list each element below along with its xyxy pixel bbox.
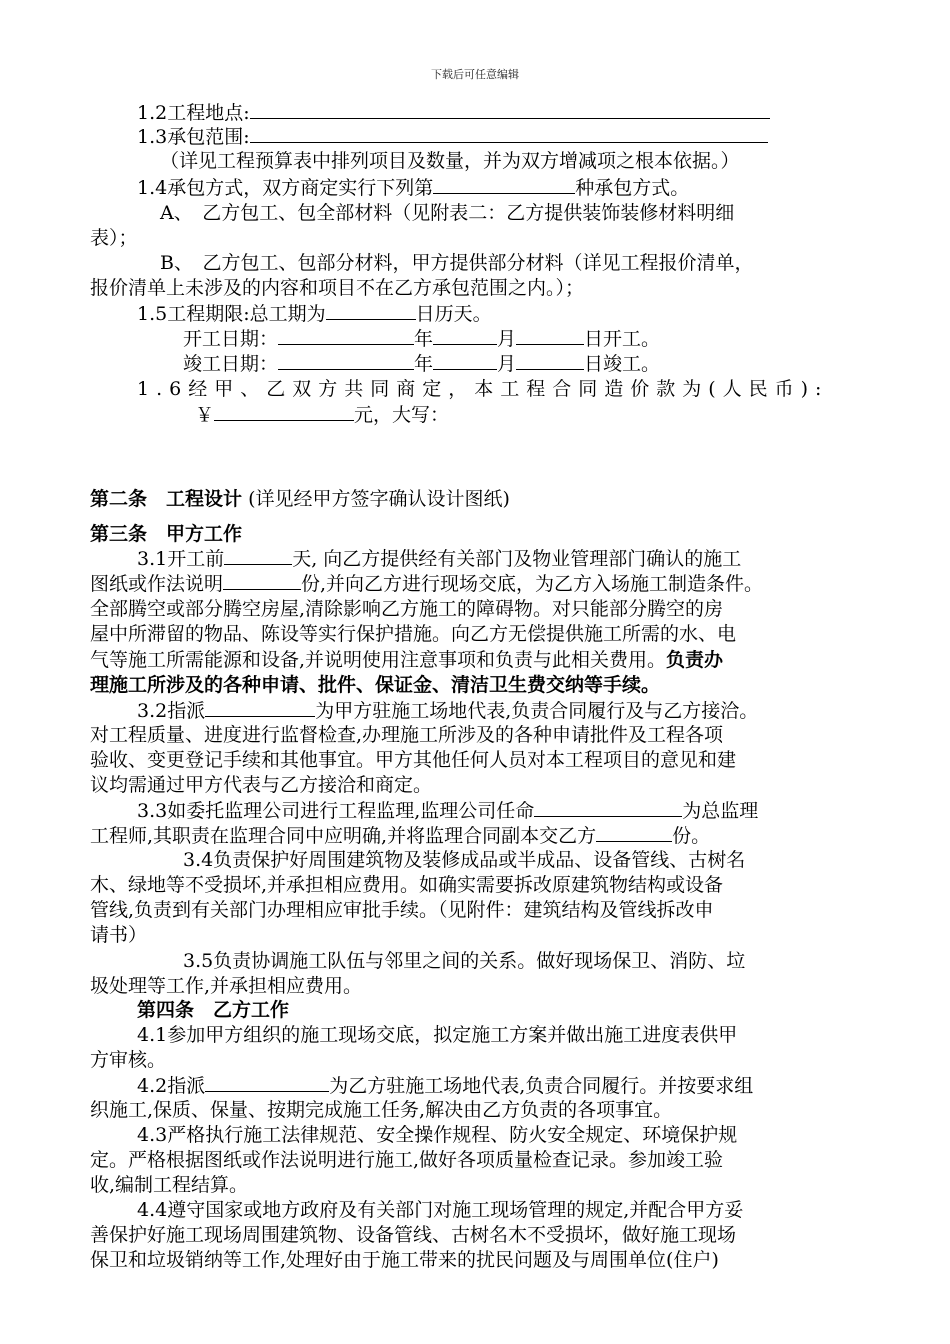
- article-2-title: 第二条 工程设计: [90, 488, 243, 510]
- clause-3-5-line1: 3.5负责协调施工队伍与邻里之间的关系。做好现场保卫、消防、垃: [183, 950, 746, 972]
- clause-3-2-line2: 对工程质量、进度进行监督检查,办理施工所涉及的各种申请批件及工程各项: [90, 724, 724, 746]
- option-b-line1: B、 乙方包工、包部分材料，甲方提供部分材料（详见工程报价清单，: [160, 252, 754, 274]
- clause-4-1-line2: 方审核。: [90, 1049, 167, 1071]
- clause-4-2-line1: [137, 1073, 753, 1098]
- clause-3-2-text: 3.2指派: [137, 700, 206, 722]
- clause-1-3: [137, 124, 768, 149]
- clause-4-4-line1: 4.4遵守国家或地方政府及有关部门对施工现场管理的规定,并配合甲方妥: [137, 1199, 744, 1221]
- article-2: [90, 487, 510, 511]
- clause-1-5: [137, 301, 492, 326]
- clause-4-4-line3: 保卫和垃圾销纳等工作,处理好由于施工带来的扰民问题及与周围单位(住户): [90, 1249, 719, 1271]
- option-a-line2: 表）；: [90, 227, 138, 249]
- clause-3-1-text-4: 份,并向乙方进行现场交底，为乙方入场施工制造条件。: [301, 573, 764, 595]
- clause-1-3-label: 1.3承包范围:: [137, 126, 250, 148]
- clause-3-2-line3: 验收、变更登记手续和其他事宜。甲方其他任何人员对本工程项目的意见和建: [90, 749, 737, 771]
- clause-3-3-line2: [90, 823, 710, 848]
- clause-1-4: [137, 175, 689, 200]
- blank-drawing-copies[interactable]: [223, 571, 301, 590]
- end-date-end: 日竣工。: [584, 353, 661, 375]
- clause-3-1-line6: 理施工所涉及的各种申请、批件、保证金、清洁卫生费交纳等手续。: [90, 674, 661, 696]
- clause-3-2-line4: 议均需通过甲方代表与乙方接洽和商定。: [90, 774, 433, 796]
- page-header: 下载后可任意编辑: [431, 68, 519, 81]
- clause-4-2-text: 4.2指派: [137, 1075, 206, 1097]
- clause-1-5-text-end: 日历天。: [415, 303, 492, 325]
- clause-3-1-bold-1: 负责办: [666, 649, 724, 671]
- blank-end-month[interactable]: [433, 351, 497, 370]
- clause-3-2-line1: [137, 698, 758, 723]
- blank-total-days[interactable]: [326, 301, 416, 320]
- blank-project-location[interactable]: [250, 100, 770, 119]
- end-date-line: [183, 351, 660, 376]
- blank-end-day[interactable]: [516, 351, 584, 370]
- blank-start-month[interactable]: [433, 326, 497, 345]
- clause-3-4-line4: 请书）: [90, 924, 148, 946]
- blank-start-year[interactable]: [278, 326, 414, 345]
- clause-3-4-line2: 木、绿地等不受损坏,并承担相应费用。如确实需要拆改原建筑物结构或设备: [90, 874, 724, 896]
- clause-3-2-text-2: 为甲方驻施工场地代表,负责合同履行及与乙方接洽。: [315, 700, 759, 722]
- clause-3-1-line2: [90, 571, 763, 596]
- price-line: [195, 402, 449, 427]
- article-3-title: 第三条 甲方工作: [90, 523, 243, 545]
- clause-3-1-line1: [137, 546, 741, 571]
- clause-4-2-text-2: 为乙方驻施工场地代表,负责合同履行。并按要求组: [329, 1075, 754, 1097]
- clause-3-3-text-4: 份。: [672, 825, 711, 847]
- clause-1-2: [137, 100, 770, 125]
- clause-1-3-note: （详见工程预算表中排列项目及数量，并为双方增减项之根本依据。）: [160, 150, 740, 172]
- clause-3-1-line3: 全部腾空或部分腾空房屋,清除影响乙方施工的障碍物。对只能部分腾空的房: [90, 598, 724, 620]
- clause-1-2-label: 1.2工程地点:: [137, 102, 250, 124]
- year-label: 年: [414, 328, 434, 350]
- blank-contract-scope[interactable]: [250, 124, 768, 143]
- blank-contract-method[interactable]: [433, 175, 575, 194]
- start-date-line: [183, 326, 660, 351]
- blank-price-amount[interactable]: [214, 402, 354, 421]
- clause-3-1-line5: [90, 648, 723, 672]
- clause-4-4-line2: 善保护好施工现场周围建筑物、设备管线、古树名木不受损坏，做好施工现场: [90, 1224, 737, 1246]
- year-label: 年: [414, 353, 434, 375]
- blank-chief-supervisor[interactable]: [534, 798, 682, 817]
- clause-3-5-line2: 圾处理等工作,并承担相应费用。: [90, 975, 363, 997]
- blank-days-before-start[interactable]: [224, 546, 292, 565]
- blank-start-day[interactable]: [516, 326, 584, 345]
- clause-4-3-line1: 4.3严格执行施工法律规范、安全操作规程、防火安全规定、环境保护规: [137, 1124, 738, 1146]
- clause-1-4-text: 1.4承包方式，双方商定实行下列第: [137, 177, 434, 199]
- clause-3-4-line3: 管线,负责到有关部门办理相应审批手续。（见附件：建筑结构及管线拆改申: [90, 899, 714, 921]
- clause-4-2-line2: 织施工,保质、保量、按期完成施工任务,解决由乙方负责的各项事宜。: [90, 1099, 673, 1121]
- option-b-line2: 报价清单上未涉及的内容和项目不在乙方承包范围之内。）；: [90, 277, 585, 299]
- article-2-note: (详见经甲方签字确认设计图纸): [248, 488, 510, 510]
- clause-4-3-line3: 收,编制工程结算。: [90, 1174, 249, 1196]
- clause-3-1-text-5: 气等施工所需能源和设备,并说明使用注意事项和负责与此相关费用。: [90, 649, 667, 671]
- article-4-title: 第四条 乙方工作: [137, 999, 290, 1021]
- start-date-label: 开工日期：: [183, 328, 279, 350]
- clause-4-3-line2: 定。严格根据图纸或作法说明进行施工,做好各项质量检查记录。参加竣工验: [90, 1149, 724, 1171]
- clause-3-1-text-3: 图纸或作法说明: [90, 573, 224, 595]
- blank-end-year[interactable]: [278, 351, 414, 370]
- end-date-label: 竣工日期：: [183, 353, 279, 375]
- blank-party-a-rep[interactable]: [205, 698, 315, 717]
- clause-3-1-text-2: 天, 向乙方提供经有关部门及物业管理部门确认的施工: [292, 548, 742, 570]
- clause-3-4-line1: 3.4负责保护好周围建筑物及装修成品或半成品、设备管线、古树名: [183, 849, 746, 871]
- clause-3-3-line1: [137, 798, 758, 823]
- option-a-line1: A、 乙方包工、包全部材料（见附表二：乙方提供装饰装修材料明细: [160, 202, 735, 224]
- blank-party-b-rep[interactable]: [205, 1073, 329, 1092]
- start-date-end: 日开工。: [584, 328, 661, 350]
- clause-1-4-text-end: 种承包方式。: [575, 177, 690, 199]
- clause-3-3-text-2: 为总监理: [682, 800, 759, 822]
- clause-3-3-text: 3.3如委托监理公司进行工程监理,监理公司任命: [137, 800, 535, 822]
- clause-3-3-text-3: 工程师,其职责在监理合同中应明确,并将监理合同副本交乙方: [90, 825, 597, 847]
- month-label: 月: [497, 328, 517, 350]
- blank-contract-copies[interactable]: [596, 823, 672, 842]
- clause-1-6: 1.6经甲、乙双方共同商定，本工程合同造价款为(人民币):: [137, 378, 829, 400]
- yen-symbol: ￥: [195, 404, 215, 426]
- clause-1-5-text: 1.5工程期限:总工期为: [137, 303, 326, 325]
- clause-3-1-line4: 屋中所滞留的物品、陈设等实行保护措施。向乙方无偿提供施工所需的水、电: [90, 623, 737, 645]
- clause-3-1-text: 3.1开工前: [137, 548, 225, 570]
- month-label: 月: [497, 353, 517, 375]
- price-words-label: 元，大写：: [354, 404, 450, 426]
- clause-4-1-line1: 4.1参加甲方组织的施工现场交底，拟定施工方案并做出施工进度表供甲: [137, 1024, 738, 1046]
